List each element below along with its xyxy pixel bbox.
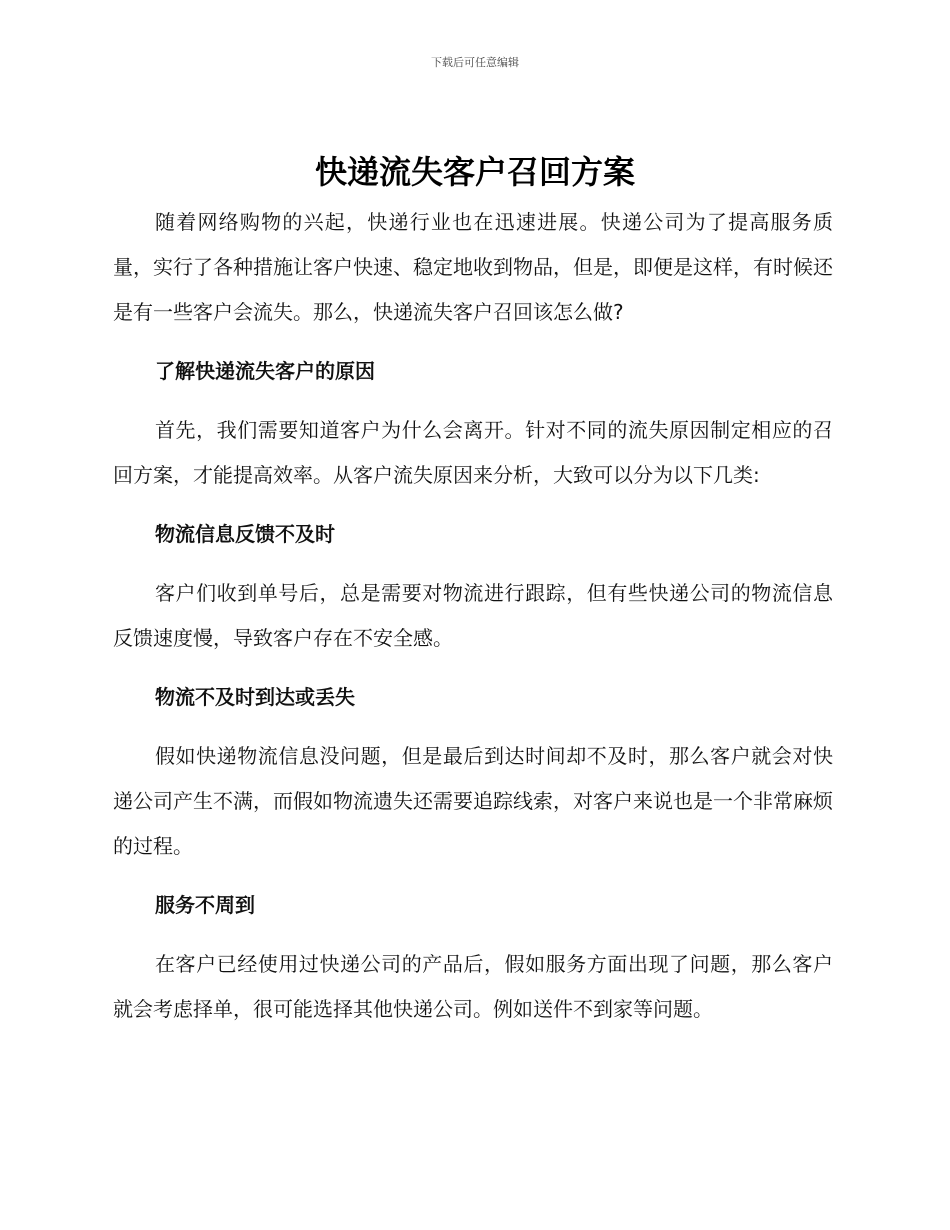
section-heading-reasons: 了解快递流失客户的原因 — [155, 359, 375, 383]
section-heading-late-or-lost: 物流不及时到达或丢失 — [155, 685, 355, 709]
section-text-poor-service: 在客户已经使用过快递公司的产品后，假如服务方面出现了问题，那么客户就会考虑择单，很可能选择其他快递公司。例如送件不到家等问题。 — [113, 952, 833, 1021]
section-text-tracking-feedback: 客户们收到单号后，总是需要对物流进行跟踪，但有些快递公司的物流信息反馈速度慢，导致客户存在不安全感。 — [113, 581, 833, 650]
section-heading-tracking-feedback: 物流信息反馈不及时 — [155, 522, 335, 546]
document-title: 快递流失客户召回方案 — [314, 153, 635, 191]
header-note: 下载后可任意编辑 — [431, 56, 519, 69]
intro-paragraph: 随着网络购物的兴起，快递行业也在迅速进展。快递公司为了提高服务质量，实行了各种措施让客户快速、稳定地收到物品，但是，即便是这样，有时候还是有一些客户会流失。那么，快递流失客户召回该怎么做? — [113, 210, 833, 324]
document-body — [113, 200, 833, 1032]
section-text-reasons: 首先，我们需要知道客户为什么会离开。针对不同的流失原因制定相应的召回方案，才能提高效率。从客户流失原因来分析，大致可以分为以下几类: — [113, 418, 833, 487]
section-text-late-or-lost: 假如快递物流信息没问题，但是最后到达时间却不及时，那么客户就会对快递公司产生不满，而假如物流遗失还需要追踪线索，对客户来说也是一个非常麻烦的过程。 — [113, 744, 833, 858]
section-heading-poor-service: 服务不周到 — [155, 893, 255, 917]
